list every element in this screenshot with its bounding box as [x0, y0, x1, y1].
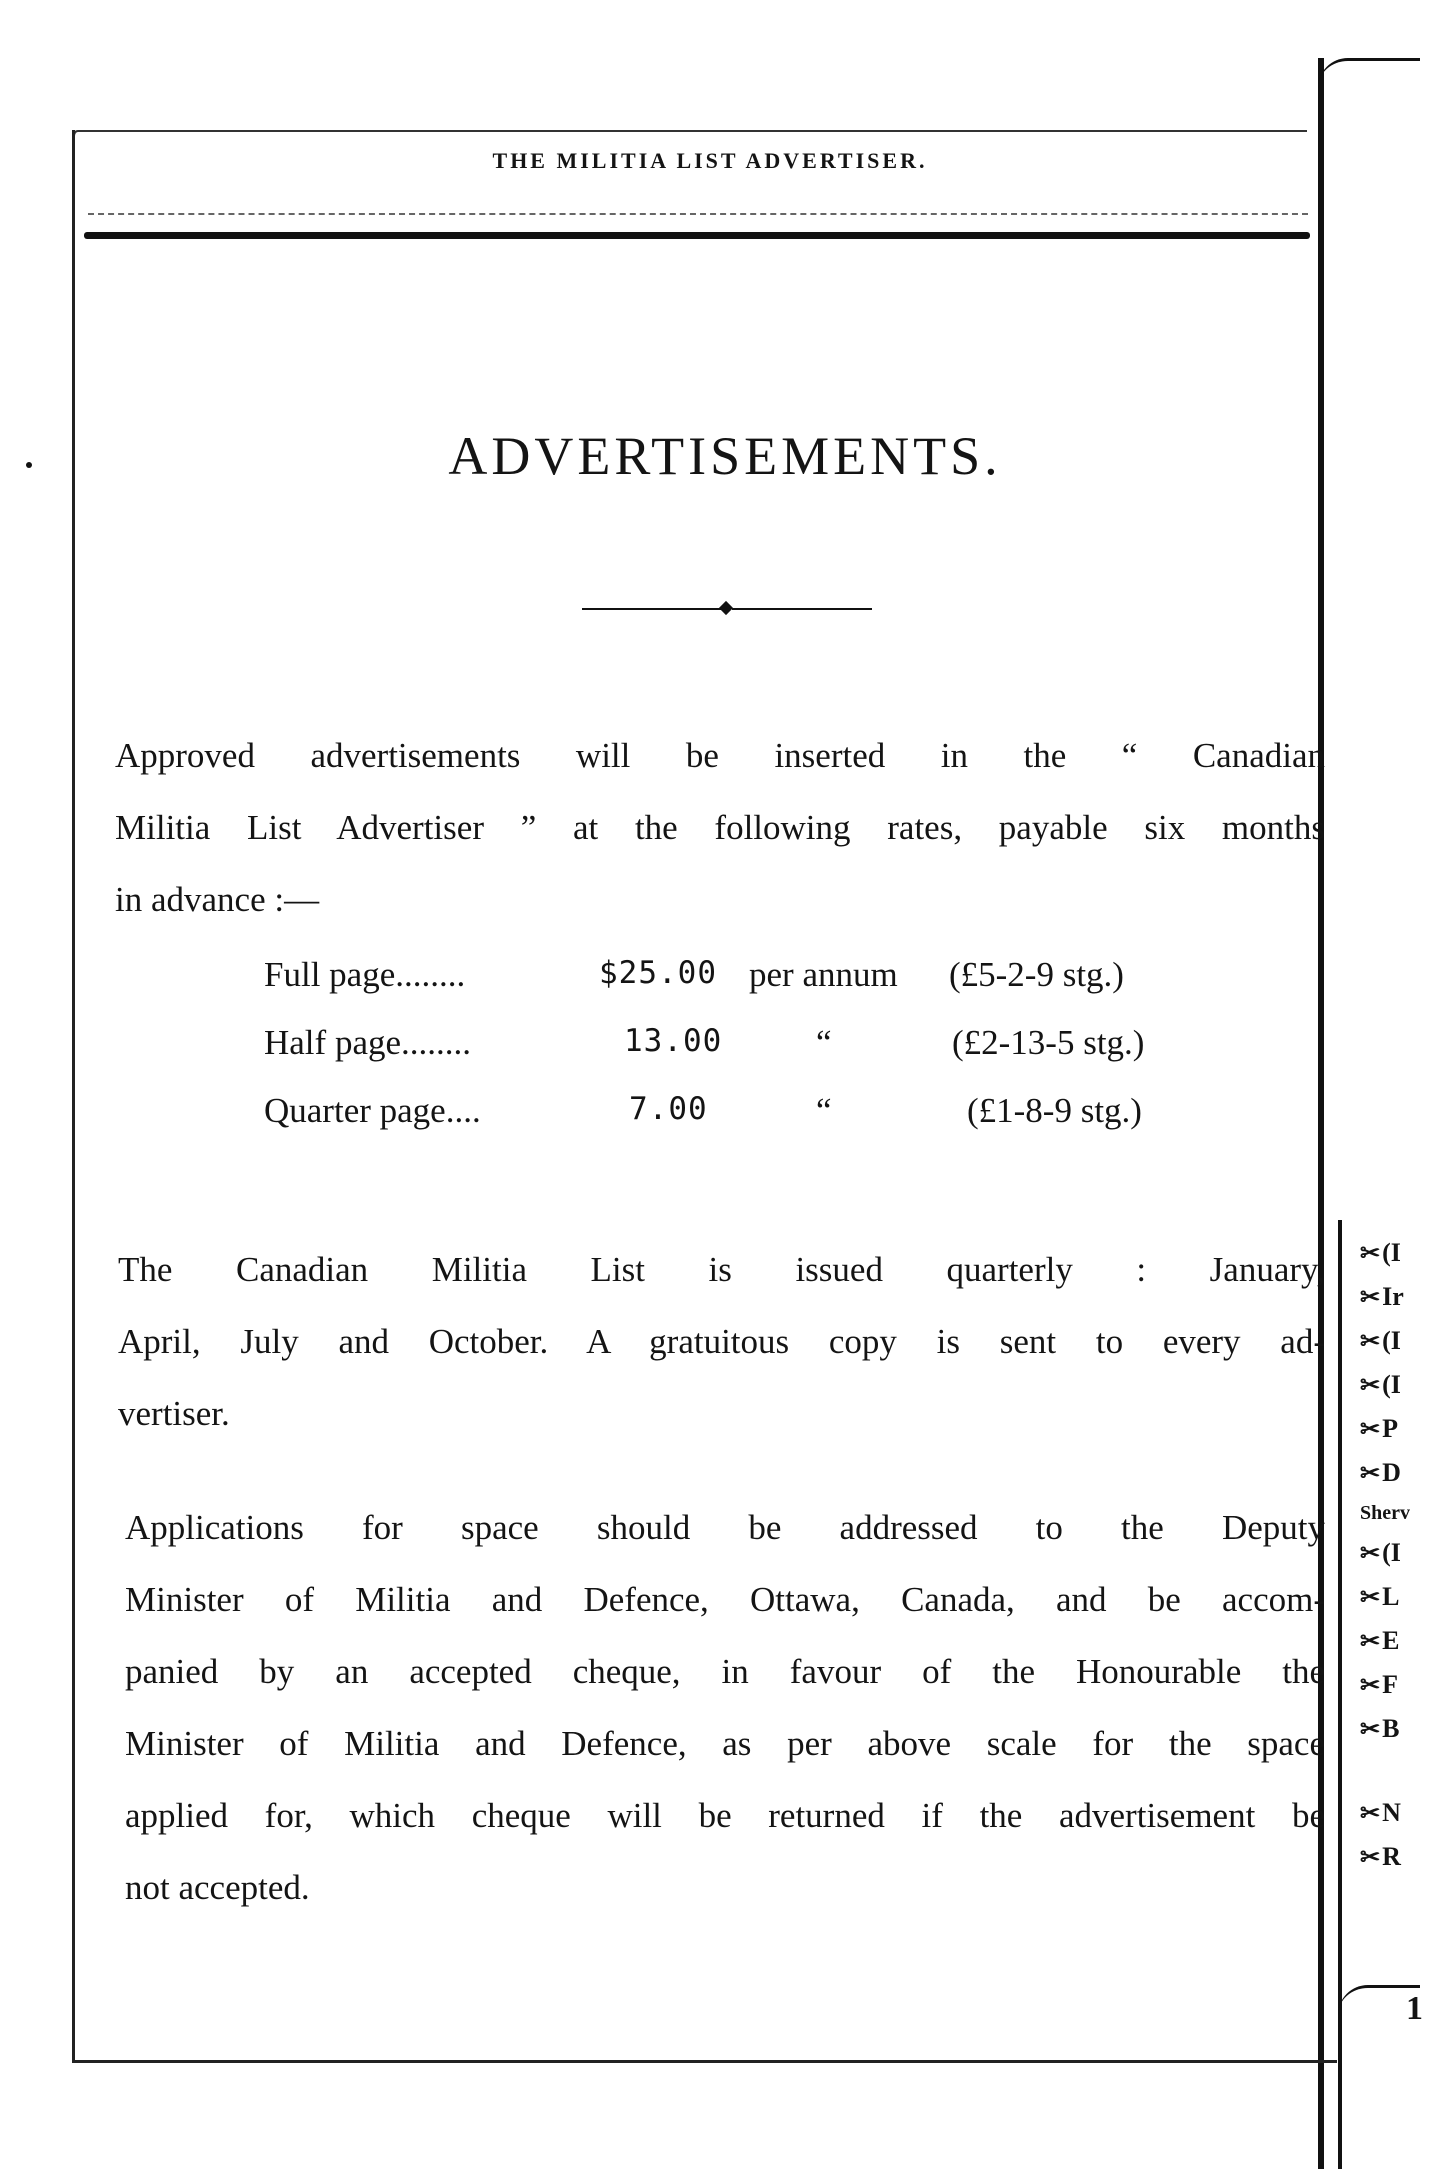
adjacent-mark: ✂B: [1360, 1714, 1400, 1743]
rate-amount: 13.00: [624, 1023, 723, 1059]
adjacent-mark: ✂E: [1360, 1626, 1400, 1655]
rate-label: Half page........: [264, 1023, 472, 1062]
rate-period: “: [816, 1023, 832, 1062]
scissors-icon: ✂: [1360, 1285, 1381, 1311]
scissors-icon: ✂: [1360, 1585, 1381, 1611]
adjacent-mark: ✂F: [1360, 1670, 1398, 1699]
adjacent-mark: Sherv: [1360, 1502, 1410, 1524]
intro-line: Militia List Advertiser ” at the following rates, payable six months: [115, 808, 1325, 847]
rate-label: Full page........: [264, 955, 466, 994]
divider-line-left: [582, 608, 722, 610]
issue-paragraph: [118, 1234, 1325, 1450]
application-line: not accepted.: [125, 1868, 310, 1907]
header-dashed-rule: [88, 213, 1308, 215]
adjacent-mark: ✂P: [1360, 1414, 1398, 1443]
scissors-icon: ✂: [1360, 1373, 1381, 1399]
scissors-icon: ✂: [1360, 1461, 1381, 1487]
intro-line: in advance :—: [115, 880, 320, 919]
adjacent-mark: ✂(I: [1360, 1326, 1401, 1355]
application-paragraph: [125, 1492, 1325, 1924]
rate-amount: $25.00: [599, 955, 717, 991]
rate-sterling: (£2-13-5 stg.): [952, 1023, 1145, 1062]
rate-sterling: (£5-2-9 stg.): [949, 955, 1124, 994]
intro-line: Approved advertisements will be inserted in the “ Canadian: [115, 736, 1325, 775]
adjacent-mark: ✂N: [1360, 1798, 1401, 1827]
adjacent-page-marks: [1360, 1238, 1410, 1886]
scissors-icon: ✂: [1360, 1717, 1381, 1743]
scissors-icon: ✂: [1360, 1629, 1381, 1655]
intro-paragraph: [115, 720, 1325, 936]
header-heavy-rule: [84, 232, 1310, 239]
rate-period: “: [816, 1091, 832, 1130]
adjacent-page-number: 1: [1406, 1990, 1423, 2027]
issue-line: April, July and October. A gratuitous copy is sent to every ad-: [118, 1322, 1325, 1361]
scissors-icon: ✂: [1360, 1417, 1381, 1443]
application-line: Minister of Militia and Defence, Ottawa, Canada, and be accom-: [125, 1580, 1325, 1619]
application-line: Minister of Militia and Defence, as per above scale for the space: [125, 1724, 1325, 1763]
page-title: ADVERTISEMENTS.: [448, 426, 1002, 486]
adjacent-mark: ✂(I: [1360, 1538, 1401, 1567]
diamond-icon: [719, 601, 733, 615]
adjacent-mark: ✂Ir: [1360, 1282, 1404, 1311]
issue-line: The Canadian Militia List is issued quarterly : January,: [118, 1250, 1325, 1289]
scissors-icon: ✂: [1360, 1801, 1381, 1827]
application-line: Applications for space should be addressed to the Deputy: [125, 1508, 1325, 1547]
application-line: panied by an accepted cheque, in favour of the Honourable the: [125, 1652, 1325, 1691]
ornament-divider: [582, 602, 872, 616]
application-line: applied for, which cheque will be returned if the advertisement be: [125, 1796, 1325, 1835]
rate-label: Quarter page....: [264, 1091, 481, 1130]
rate-period: per annum: [749, 955, 898, 994]
adjacent-mark: ✂(I: [1360, 1238, 1401, 1267]
rate-amount: 7.00: [629, 1091, 708, 1127]
adjacent-mark: ✂D: [1360, 1458, 1401, 1487]
rate-sterling: (£1-8-9 stg.): [967, 1091, 1142, 1130]
adjacent-mark: ✂L: [1360, 1582, 1400, 1611]
adjacent-mark: ✂(I: [1360, 1370, 1401, 1399]
scissors-icon: ✂: [1360, 1241, 1381, 1267]
adjacent-mark: ✂R: [1360, 1842, 1401, 1871]
scissors-icon: ✂: [1360, 1329, 1381, 1355]
scissors-icon: ✂: [1360, 1845, 1381, 1871]
issue-line: vertiser.: [118, 1394, 230, 1433]
running-header: THE MILITIA LIST ADVERTISER.: [492, 148, 928, 173]
divider-line-right: [732, 608, 872, 610]
scissors-icon: ✂: [1360, 1541, 1381, 1567]
scissors-icon: ✂: [1360, 1673, 1381, 1699]
